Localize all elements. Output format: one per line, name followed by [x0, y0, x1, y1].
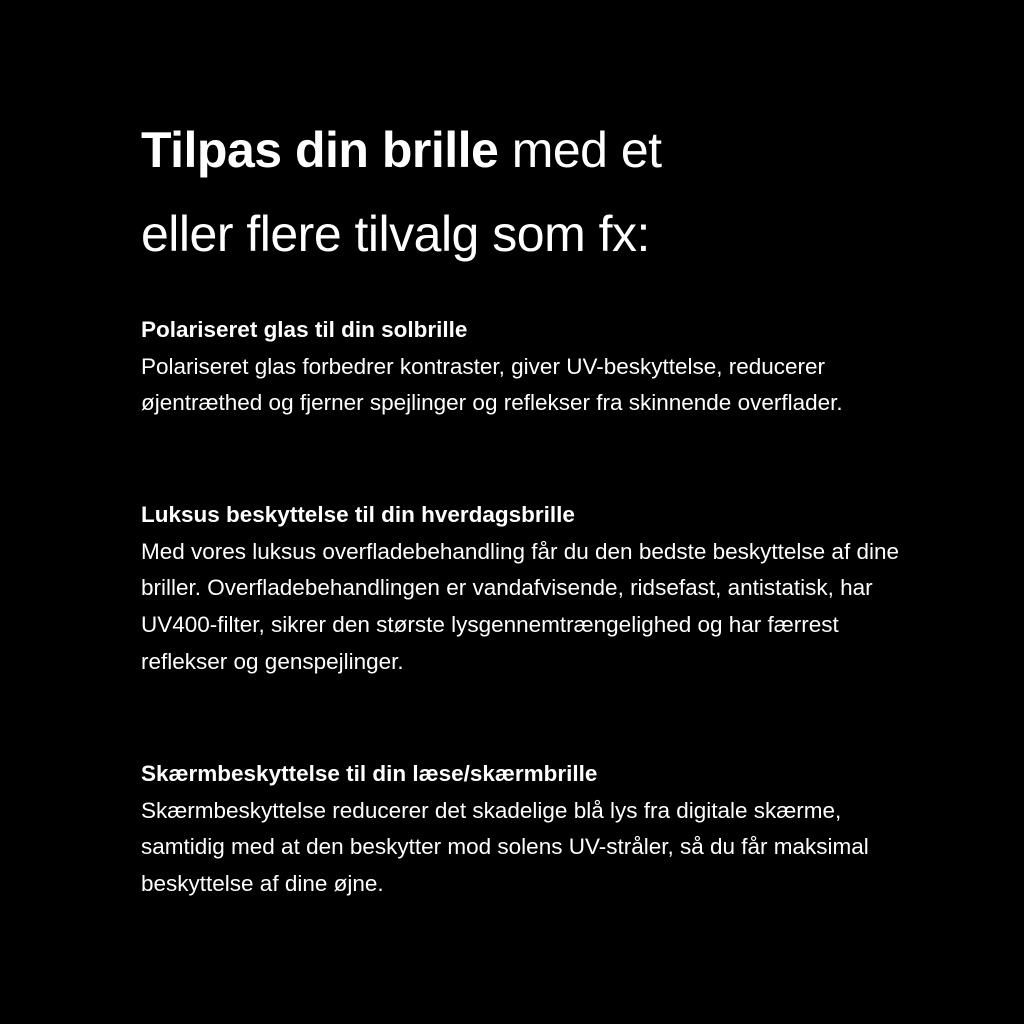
- option-description: Skærmbeskyttelse reducerer det skadelige blå lys fra digitale skærme, samtidig med at den beskytter mod solens UV-stråler, så du får maksimal beskyttelse af dine øjne.: [141, 797, 869, 897]
- page-title-bold: Tilpas din brille: [141, 122, 499, 178]
- option-description: Med vores luksus overfladebehandling får du den bedste beskyttelse af dine briller. Overfladebehandlingen er vandafvisende, ridsefast, antistatisk, har UV400-filter, sikrer den største lysgennemtrængelighed og har færrest reflekser og genspejlinger.: [141, 538, 899, 674]
- page-title: [141, 108, 901, 276]
- option-title: Skærmbeskyttelse til din læse/skærmbrille: [141, 761, 598, 786]
- option-title: Polariseret glas til din solbrille: [141, 317, 468, 342]
- option-description: Polariseret glas forbedrer kontraster, giver UV-beskyttelse, reducerer øjentræthed og fjerner spejlinger og reflekser fra skinnende overflader.: [141, 353, 843, 416]
- page-title-line2: eller flere tilvalg som fx:: [141, 206, 650, 262]
- content-block: [141, 108, 901, 897]
- option-screen-protection: [141, 756, 901, 903]
- page-title-regular: med et: [498, 122, 662, 178]
- option-polarized: [141, 312, 901, 422]
- option-luxury-coating: [141, 497, 901, 681]
- option-title: Luksus beskyttelse til din hverdagsbrille: [141, 502, 575, 527]
